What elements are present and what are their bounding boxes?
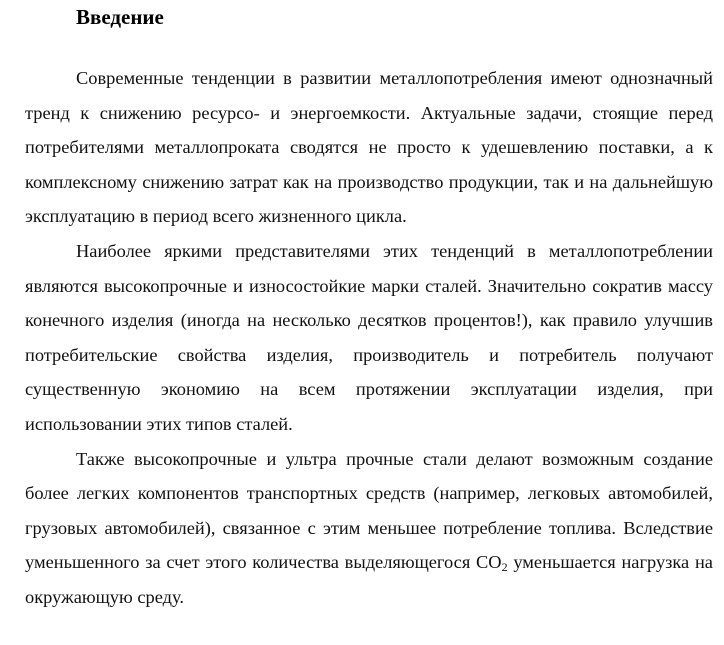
co2-formula-main: CO — [476, 552, 502, 573]
body-text — [25, 61, 713, 615]
paragraph-2: Наиболее яркими представителями этих тенденций в металлопотреблении являются высокопрочные и износостойкие марки сталей. Значительно сократив массу конечного изделия (иногда на несколько десятков процентов!), как правило улучшив потребительские свойства изделия, производитель и потребитель получают существенную экономию на всем протяжении эксплуатации изделия, при использовании этих типов сталей. — [25, 240, 713, 434]
co2-formula-subscript: 2 — [501, 560, 508, 575]
co2-formula — [476, 552, 508, 575]
paragraph-1: Современные тенденции в развитии металлопотребления имеют однозначный тренд к снижению ресурсо- и энергоемкости. Актуальные задачи, стоящие перед потребителями металлопроката сводятся не просто к удешевлению поставки, а к комплексному снижению затрат как на производство продукции, так и на дальнейшую эксплуатацию в период всего жизненного цикла. — [25, 68, 713, 227]
paragraph-3-text: Также высокопрочные и ультра прочные стали делают возможным создание более легких компонентов транспортных средств (например, легковых автомобилей, грузовых автомобилей), связанное с этим меньшее потребление топлива. Вследствие уменьшенного за счет этого количества выделяющегося — [25, 448, 713, 573]
section-heading: Введение — [76, 5, 164, 29]
paragraph-3 — [25, 442, 713, 615]
paragraph-3-ending: уменьшается нагрузка на окружающую среду. — [25, 552, 713, 607]
